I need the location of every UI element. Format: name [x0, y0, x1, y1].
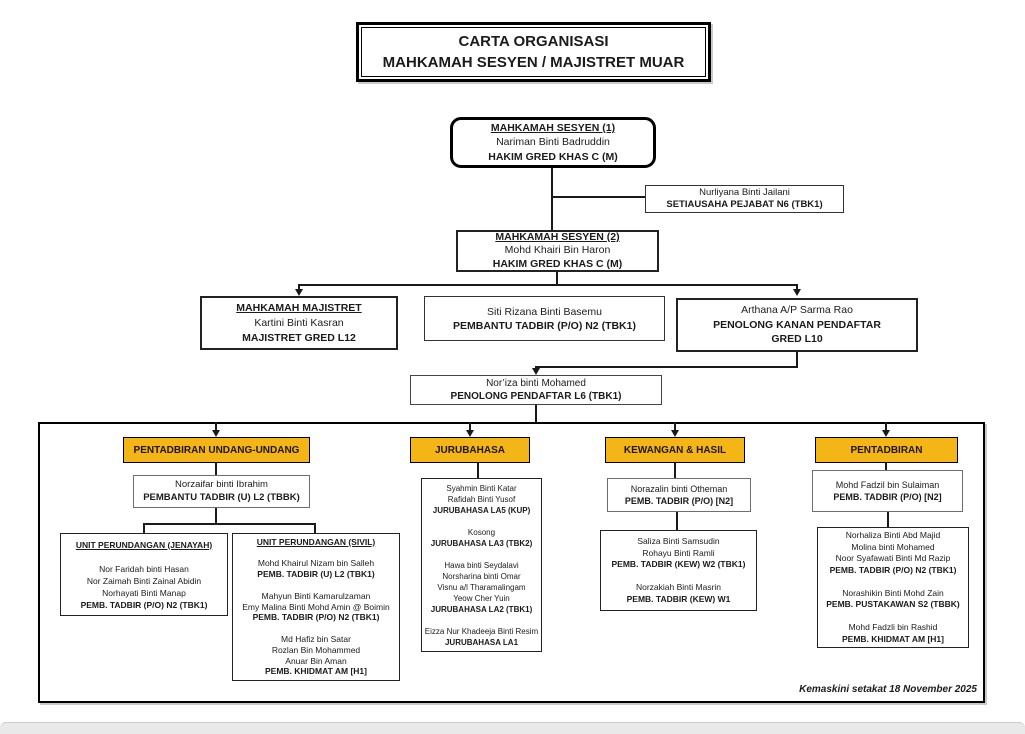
text-line: Nor Faridah binti Hasan: [99, 563, 189, 574]
connector-line: [215, 508, 217, 523]
text-line: PEMB. TADBIR (P/O) N2 (TBK1): [252, 612, 380, 623]
text-line: [818, 611, 968, 623]
kewangan-staff-box: [600, 530, 757, 611]
text-line: Mahyun Binti Kamarulzaman: [261, 590, 371, 601]
text-line: Visnu a/l Tharamalingam: [437, 582, 526, 592]
text-line: HAKIM GRED KHAS C (M): [488, 150, 618, 163]
connector-line: [314, 523, 316, 533]
text-line: [61, 551, 227, 563]
text-line: Rohayu Binti Ramli: [642, 547, 715, 558]
text-line: MAHKAMAH MAJISTRET: [236, 301, 362, 314]
text-line: PEMB. TADBIR (P/O) N2 (TBK1): [829, 564, 957, 575]
connector-line: [674, 463, 676, 478]
kewangan-supervisor-box: [607, 478, 751, 512]
text-line: PENOLONG KANAN PENDAFTAR: [713, 318, 881, 331]
connector-line: [887, 512, 889, 527]
text-line: Saliza Binti Samsudin: [637, 536, 720, 546]
text-line: Noor Syafawati Binti Md Razip: [835, 553, 951, 563]
connector-line: [676, 512, 678, 530]
text-line: [601, 571, 756, 583]
connector-arrow: [532, 368, 540, 375]
text-line: Mohd Fadzli bin Rashid: [848, 622, 938, 632]
text-line: Molina binti Mohamed: [851, 541, 935, 552]
text-line: Norzaifar binti Ibrahim: [175, 479, 268, 490]
connector-line: [215, 463, 217, 475]
text-line: Norzakiah Binti Masrin: [635, 582, 722, 592]
text-line: Nor Zaimah Binti Zainal Abidin: [86, 575, 202, 586]
text-line: Md Hafiz bin Satar: [281, 633, 351, 644]
connector-arrow: [882, 430, 890, 437]
connector-line: [298, 284, 798, 286]
text-line: Rozlan Bin Mohammed: [271, 644, 361, 655]
window-bottom-bar: [0, 722, 1025, 734]
text-line: [818, 576, 968, 588]
text-line: Eizza Nur Khadeeja Binti Resim: [424, 626, 539, 636]
text-line: [422, 549, 541, 560]
connector-line: [535, 366, 798, 368]
node-setiausaha-pejabat: [645, 185, 844, 213]
text-line: Kosong: [467, 527, 496, 537]
text-line: JURUBAHASA LA2 (TBK1): [430, 604, 533, 614]
node-mahkamah-sesyen-1: [450, 117, 656, 168]
footer-updated-note: Kemaskini setakat 18 November 2025: [799, 684, 977, 695]
connector-line: [143, 523, 316, 525]
text-line: [233, 548, 399, 559]
connector-line: [551, 196, 645, 198]
text-line: Norhayati Binti Manap: [102, 587, 186, 598]
text-line: GRED L10: [771, 333, 823, 346]
dept-header-kewangan-hasil: KEWANGAN & HASIL: [605, 437, 745, 463]
text-line: Arthana A/P Sarma Rao: [741, 304, 853, 317]
text-line: PEMB. PUSTAKAWAN S2 (TBBK): [826, 599, 960, 609]
text-line: [233, 580, 399, 591]
node-pembantu-tadbir-po: [424, 296, 665, 341]
text-line: Mohd Fadzil bin Sulaiman: [835, 479, 940, 490]
node-penolong-pendaftar: [410, 375, 662, 405]
connector-line: [551, 168, 553, 230]
text-line: HAKIM GRED KHAS C (M): [492, 257, 623, 270]
connector-arrow: [671, 430, 679, 437]
text-line: Norashikin Binti Mohd Zain: [842, 587, 944, 598]
text-line: Siti Rizana Binti Basemu: [487, 305, 602, 318]
connector-line: [535, 405, 537, 422]
text-line: Yeow Cher Yuin: [453, 593, 510, 603]
text-line: PEMB. TADBIR (P/O) [N2]: [833, 492, 942, 502]
text-line: PEMB. TADBIR (KEW) W1: [626, 593, 731, 604]
node-pembantu-tadbir-undang: [133, 475, 310, 508]
text-line: Nariman Binti Badruddin: [496, 136, 610, 149]
text-line: JURUBAHASA LA5 (KUP): [432, 505, 531, 515]
text-line: PEMB. KHIDMAT AM [H1]: [265, 666, 367, 677]
text-line: PEMB. TADBIR (P/O) [N2]: [624, 496, 734, 506]
title-line: CARTA ORGANISASI: [458, 33, 609, 50]
text-line: PEMBANTU TADBIR (U) L2 (TBBK): [143, 491, 300, 503]
text-line: Anuar Bin Aman: [285, 655, 347, 666]
connector-line: [143, 523, 145, 533]
title-line: MAHKAMAH SESYEN / MAJISTRET MUAR: [382, 54, 685, 71]
text-line: JURUBAHASA LA3 (TBK2): [430, 538, 533, 548]
text-line: PENOLONG PENDAFTAR L6 (TBK1): [450, 391, 622, 402]
pentadbiran-supervisor-box: [812, 470, 963, 512]
text-line: Mohd Khairul Nizam bin Salleh: [257, 558, 375, 569]
text-line: [422, 516, 541, 527]
node-mahkamah-majistret: [200, 296, 398, 350]
dept-header-pentadbiran: PENTADBIRAN: [815, 437, 958, 463]
text-line: Hawa binti Seydalavi: [444, 560, 519, 570]
text-line: JURUBAHASA LA1: [444, 637, 519, 647]
jurubahasa-staff-box: [421, 478, 542, 652]
dept-header-pentadbiran-undang-undang: PENTADBIRAN UNDANG-UNDANG: [123, 437, 310, 463]
node-penolong-kanan-pendaftar: [676, 298, 918, 352]
text-line: MAJISTRET GRED L12: [242, 331, 356, 344]
connector-arrow: [793, 289, 801, 296]
title-box: [356, 22, 711, 82]
text-line: Nurliyana Binti Jailani: [699, 186, 790, 198]
text-line: [233, 623, 399, 634]
node-mahkamah-sesyen-2: [456, 230, 659, 272]
unit-perundangan-sivil: [232, 533, 400, 681]
text-line: MAHKAMAH SESYEN (2): [495, 230, 620, 243]
text-line: PEMB. TADBIR (P/O) N2 (TBK1): [80, 599, 208, 610]
unit-perundangan-jenayah: [60, 533, 228, 616]
text-line: Rafidah Binti Yusof: [447, 494, 516, 504]
title-inner-border: [361, 27, 706, 77]
text-line: MAHKAMAH SESYEN (1): [490, 121, 616, 134]
text-line: Norhaliza Binti Abd Majid: [845, 530, 941, 540]
text-line: Nor’iza binti Mohamed: [486, 377, 586, 389]
connector-arrow: [212, 430, 220, 437]
text-line: Mohd Khairi Bin Haron: [504, 244, 611, 257]
text-line: PEMB. KHIDMAT AM [H1]: [842, 633, 944, 644]
pentadbiran-staff-box: [817, 527, 969, 648]
text-line: PEMBANTU TADBIR (P/O) N2 (TBK1): [453, 319, 636, 332]
text-line: [422, 615, 541, 626]
text-line: SETIAUSAHA PEJABAT N6 (TBK1): [666, 199, 823, 210]
connector-line: [477, 463, 479, 478]
text-line: Syahmin Binti Katar: [446, 483, 517, 493]
text-line: Kartini Binti Kasran: [254, 316, 344, 329]
text-line: UNIT PERUNDANGAN (JENAYAH): [75, 539, 213, 550]
text-line: Emy Malina Binti Mohd Amin @ Boimin: [242, 601, 390, 612]
text-line: Norazalin binti Otheman: [630, 483, 728, 494]
text-line: Norsharina binti Omar: [442, 571, 521, 581]
connector-line: [796, 352, 798, 366]
dept-header-jurubahasa: JURUBAHASA: [410, 437, 530, 463]
text-line: UNIT PERUNDANGAN (SIVIL): [256, 536, 376, 547]
text-line: PEMB. TADBIR (KEW) W2 (TBK1): [611, 559, 746, 569]
connector-arrow: [295, 289, 303, 296]
text-line: PEMB. TADBIR (U) L2 (TBK1): [257, 569, 375, 580]
connector-line: [885, 463, 887, 470]
connector-arrow: [466, 430, 474, 437]
